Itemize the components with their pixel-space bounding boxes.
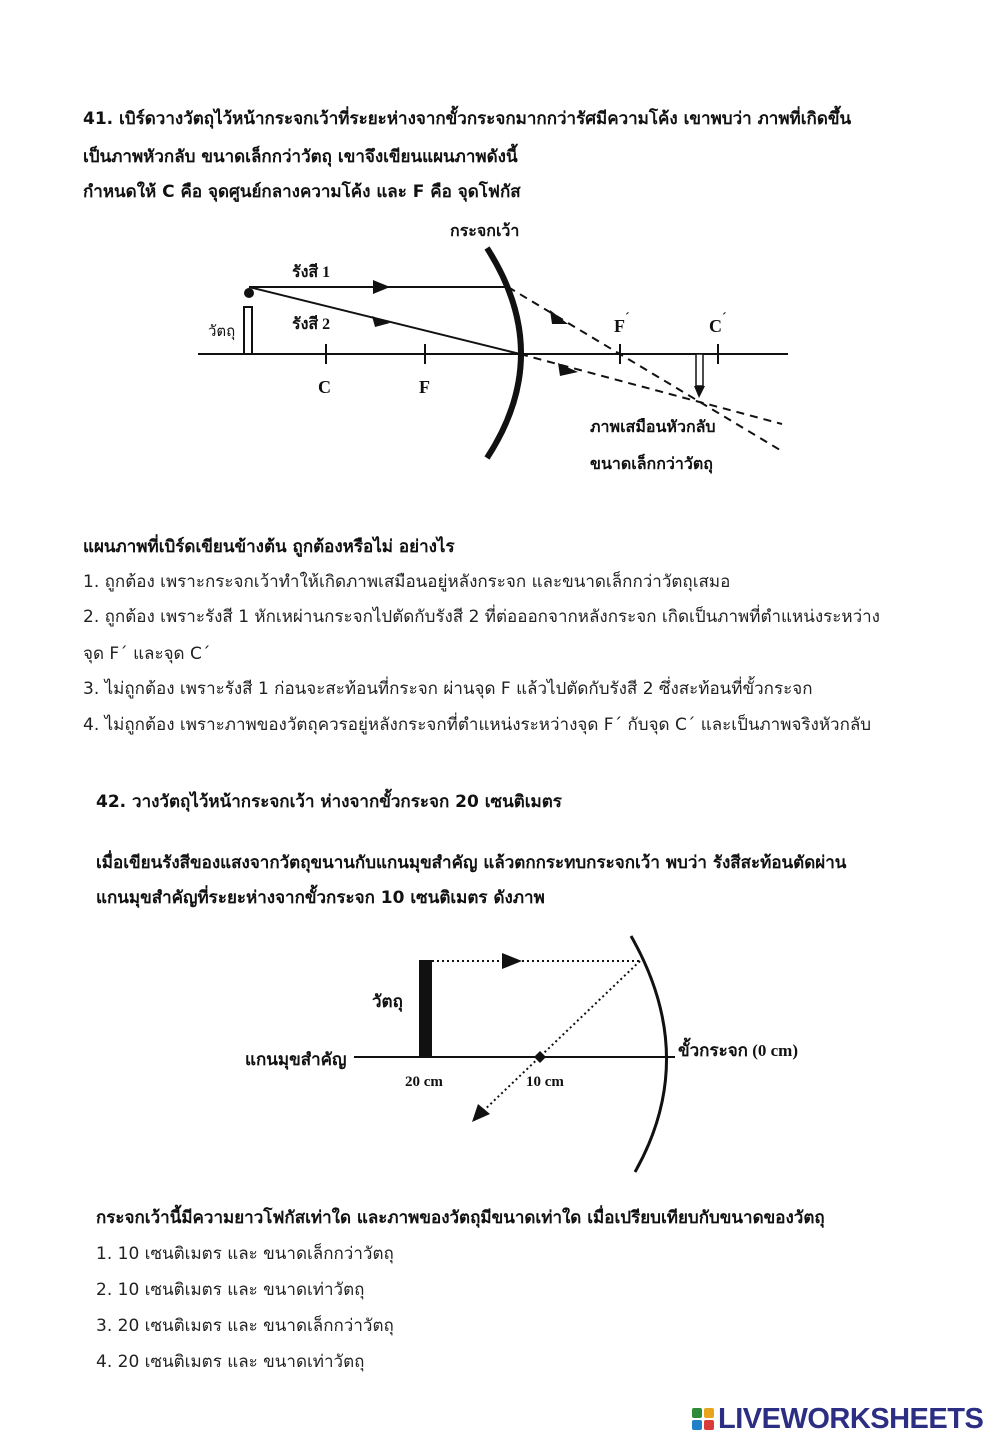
q42-mark-20cm: 20 cm: [405, 1074, 443, 1090]
q42-line-1: 42. วางวัตถุไว้หน้ากระจกเว้า ห่างจากขั้วกระจก 20 เซนติเมตร: [96, 792, 562, 812]
q41-question: แผนภาพที่เบิร์ดเขียนข้างต้น ถูกต้องหรือไม่ อย่างไร: [83, 537, 455, 557]
q41-line-1: 41. เบิร์ดวางวัตถุไว้หน้ากระจกเว้าที่ระยะห่างจากขั้วกระจกมากกว่ารัศมีความโค้ง เขาพบว่า ภาพที่เกิดขึ้น: [83, 109, 852, 129]
q42-question: กระจกเว้านี้มีความยาวโฟกัสเท่าใด และภาพของวัตถุมีขนาดเท่าใด เมื่อเปรียบเทียบกับขนาดของวัตถุ: [96, 1208, 825, 1228]
q41-option-4[interactable]: 4. ไม่ถูกต้อง เพราะภาพของวัตถุควรอยู่หลังกระจกที่ตำแหน่งระหว่างจุด F´ กับจุด C´ และเป็นภาพจริงหัวกลับ: [83, 715, 872, 735]
q42-option-1[interactable]: 1. 10 เซนติเมตร และ ขนาดเล็กกว่าวัตถุ: [96, 1244, 394, 1264]
q42-object-label: วัตถุ: [372, 992, 403, 1011]
q42-option-2[interactable]: 2. 10 เซนติเมตร และ ขนาดเท่าวัตถุ: [96, 1280, 365, 1300]
q42-object-shape: [419, 960, 432, 1057]
q41-image-label-2: ขนาดเล็กกว่าวัตถุ: [590, 456, 713, 473]
ray-2: [249, 287, 520, 354]
q42-option-3[interactable]: 3. 20 เซนติเมตร และ ขนาดเล็กกว่าวัตถุ: [96, 1316, 394, 1336]
ray-1-reflected-arrow-icon: [550, 310, 568, 324]
q41-ray1-label: รังสี 1: [292, 264, 331, 281]
q41-line-3: กำหนดให้ C คือ จุดศูนย์กลางความโค้ง และ F คือ จุดโฟกัส: [83, 182, 521, 202]
q41-f-prime-label: F´: [614, 311, 630, 336]
q41-mirror-label: กระจกเว้า: [450, 223, 520, 240]
q41-f-label: F: [419, 377, 430, 397]
q41-object-label: วัตถุ: [208, 324, 236, 340]
q41-image-label-1: ภาพเสมือนหัวกลับ: [590, 419, 716, 436]
q41-line-2: เป็นภาพหัวกลับ ขนาดเล็กกว่าวัตถุ เขาจึงเขียนแผนภาพดังนี้: [83, 147, 518, 167]
q41-c-label: C: [318, 377, 331, 397]
q42-concave-mirror: [631, 936, 667, 1172]
q42-option-4[interactable]: 4. 20 เซนติเมตร และ ขนาดเท่าวัตถุ: [96, 1352, 365, 1372]
q41-option-1[interactable]: 1. ถูกต้อง เพราะกระจกเว้าทำให้เกิดภาพเสมือนอยู่หลังกระจก และขนาดเล็กกว่าวัตถุเสมอ: [83, 572, 731, 592]
q42-line-2: เมื่อเขียนรังสีของแสงจากวัตถุขนานกับแกนมุขสำคัญ แล้วตกกระทบกระจกเว้า พบว่า รังสีสะท้อนตัดผ่าน: [96, 853, 847, 873]
object-tip: [244, 288, 254, 298]
q42-mark-10cm: 10 cm: [526, 1074, 564, 1090]
image-shape: [696, 354, 703, 386]
object-shape: [244, 307, 252, 354]
q41-option-2-cont: จุด F´ และจุด C´: [83, 644, 211, 664]
q41-c-prime-label: C´: [709, 311, 727, 336]
q41-ray2-label: รังสี 2: [292, 316, 331, 333]
liveworksheets-logo-text: LIVEWORKSHEETS: [718, 1402, 984, 1435]
image-tip-icon: [694, 386, 705, 398]
q41-ray-diagram: [0, 0, 1000, 500]
q42-reflected-ray: [478, 961, 640, 1116]
q41-option-3[interactable]: 3. ไม่ถูกต้อง เพราะรังสี 1 ก่อนจะสะท้อนที่กระจก ผ่านจุด F แล้วไปตัดกับรังสี 2 ซึ่งสะท้อนที่ขั้วกระจก: [83, 679, 813, 699]
q42-pole-label: ขั้วกระจก (0 cm): [678, 1041, 799, 1060]
q41-option-2[interactable]: 2. ถูกต้อง เพราะรังสี 1 หักเหผ่านกระจกไปตัดกับรังสี 2 ที่ต่อออกจากหลังกระจก เกิดเป็นภาพที่ตำแหน่งระหว่าง: [83, 607, 880, 627]
ray-1-arrow-icon: [373, 280, 390, 294]
q42-line-3: แกนมุขสำคัญที่ระยะห่างจากขั้วกระจก 10 เซนติเมตร ดังภาพ: [96, 888, 545, 908]
q42-ray-diagram: [0, 900, 1000, 1200]
liveworksheets-logo-icon: [692, 1408, 714, 1430]
liveworksheets-logo[interactable]: [692, 1402, 983, 1436]
q42-focus-point-icon: [534, 1051, 546, 1063]
q42-incident-arrow-icon: [502, 953, 522, 969]
q42-axis-label: แกนมุขสำคัญ: [245, 1050, 347, 1069]
